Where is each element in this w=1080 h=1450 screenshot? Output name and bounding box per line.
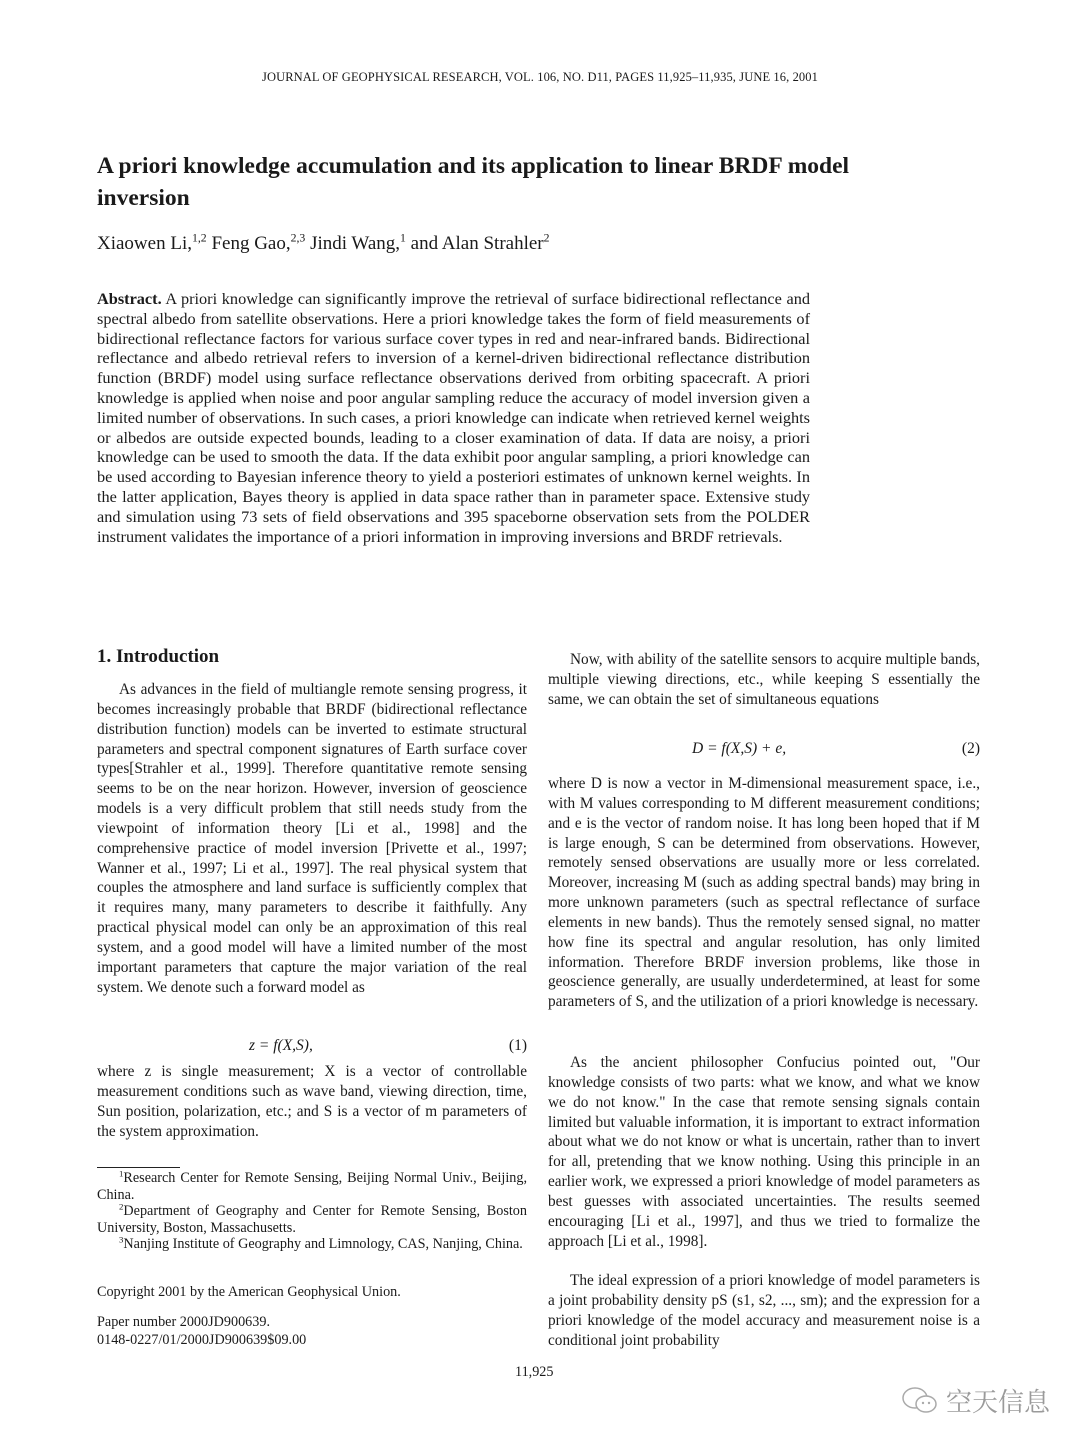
equation-1 [97,1037,527,1057]
affiliation-mark: 1,2 [191,231,207,245]
footnote: $^1$Research Center for Remote Sensing, Beijing Normal Univ., Beijing, China. [97,1168,527,1203]
equation-1-body: z = f(X,S), [249,1037,313,1054]
copyright-notice: Copyright 2001 by the American Geophysical Union. [97,1284,401,1300]
journal-header: JOURNAL OF GEOPHYSICAL RESEARCH, VOL. 106, NO. D11, PAGES 11,925–11,935, JUNE 16, 2001 [262,70,818,84]
author-list [97,233,550,255]
equation-2-number: (2) [961,740,980,757]
paper-number: Paper number 2000JD900639. [97,1314,270,1330]
abstract-label: Abstract. [97,289,162,308]
footnote: $^3$Nanjing Institute of Geography and Limnology, CAS, Nanjing, China. [119,1234,523,1252]
author: Xiaowen Li, [97,233,192,254]
author: Jindi Wang, [305,233,401,254]
author: Feng Gao, [206,233,291,254]
affiliation-mark: 1 [400,231,406,245]
equation-2 [548,740,980,760]
page-number: 11,925 [515,1364,554,1380]
footnote-rule [97,1167,180,1168]
abstract-text: A priori knowledge can significantly improve the retrieval of surface bidirectional reflectance and spectral albedo from satellite observations. Here a priori knowledge takes the form of field measurements of bidirectional reflectance factors for various surface cover types in red and near-infrared bands. Bidirectional reflectance and albedo retrieval refers to inversion of a kernel-driven bidirectional reflectance distribution function (BRDF) model using surface reflectance observations derived from orbiting spacecraft. A priori knowledge is applied when noise and poor angular sampling reduce the accuracy of model inversion given a limited number of observations. In such cases, a priori knowledge can indicate when retrieved kernel weights or albedos are outside expected bounds, leading to a closer examination of data. If data are noisy, a priori knowledge can be used to smooth the data. If the data exhibit poor angular sampling, a priori knowledge can be used according to Bayesian inference theory to yield a posteriori estimates of unknown kernel weights. In the latter application, Bayes theory is applied in data space rather than in parameter space. Extensive study and simulation using 73 sets of field observations and 395 spaceborne observation sets from the POLDER instrument validates the importance of a priori information in improving inversions and BRDF retrievals. [97,289,810,546]
footnote: $^2$Department of Geography and Center for Remote Sensing, Boston University, Boston, Massachusetts. [97,1201,527,1236]
author: and Alan Strahler [405,233,544,254]
paper-code: 0148-0227/01/2000JD900639$09.00 [97,1332,307,1348]
intro-paragraph-2: where z is single measurement; X is a vector of controllable measurement conditions such as wave band, viewing direction, time, Sun position, polarization, etc.; and S is a vector of m parameters of the system approximation. [97,1063,527,1140]
wechat-icon [900,1384,940,1418]
watermark-text: 空天信息 [946,1388,1051,1418]
intro-paragraph-4: where D is now a vector in M-dimensional measurement space, i.e., with M values corresponding to M different measurement conditions; and e is the vector of random noise. It has long been hoped that if M is large enough, S can be determined from observations. However, remotely sensed observations are usually more or less correlated. Moreover, increasing M (such as adding spectral bands) may bring in more unknown parameters (such as spectral reflectance of surface elements in new bands). Thus the remotely sensed signal, no matter how fine its spectral and angular resolution, has only limited information. Therefore BRDF inversion problems, like those in geoscience generally, are usually underdetermined, at least for some parameters of S, and the utilization of a priori knowledge is necessary. [548,775,980,1011]
abstract [97,289,810,546]
equation-1-number: (1) [508,1037,527,1054]
affiliation-mark: 2 [543,231,550,245]
footnotes [97,1170,527,1253]
paper-title: A priori knowledge accumulation and its application to linear BRDF model inversion [97,153,850,211]
intro-paragraph-3: Now, with ability of the satellite sensors to acquire multiple bands, multiple viewing directions, etc., while keeping S essentially the same, we can obtain the set of simultaneous equations [548,651,980,708]
affiliation-mark: 2,3 [290,231,306,245]
intro-paragraph-1: As advances in the field of multiangle remote sensing progress, it becomes increasingly probable that BRDF (bidirectional reflectance distribution function) models can be inverted to estimate structural parameters and spectral component signatures of Earth surface cover types[Strahler et al., 1999]. Therefore quantitative remote sensing seems to be on the near horizon. However, inversion of geoscience models is a very difficult problem that still needs study from the viewpoint of information theory [Li et al., 1998] and the comprehensive practice of model inversion [Privette et al., 1997; Wanner et al., 1997; Li et al., 1997]. The real physical system that couples the atmosphere and land surface is sufficiently complex that it requires many, many parameters to describe it faithfully. Any practical physical model can only be an approximation of this real system, and a good model will have a limited number of the most important parameters that capture the major variation of the real system. We denote such a forward model as [97,681,527,996]
intro-paragraph-6: The ideal expression of a priori knowledge of model parameters is a joint probability density pS (s1, s2, ..., sm); and the expression for a priori knowledge of the model accuracy and measurement noise is a conditional joint probability [548,1272,980,1349]
equation-2-body: D = f(X,S) + e, [692,740,787,757]
intro-paragraph-5: As the ancient philosopher Confucius pointed out, "Our knowledge consists of two parts: what we know, and what we know we do not know." In the case that remote sensing signals contain limited but valuable information, it is important to extract information about what we do not know or what is uncertain, rather than to invert for all, pretending that we know nothing. Using this principle in an earlier work, we expressed a priori knowledge of model parameters as best guesses with associated uncertainties. The results seemed encouraging [Li et al., 1997], and thus we tried to formalize the approach [Li et al., 1998]. [548,1054,980,1250]
section-heading: 1. Introduction [97,646,220,667]
watermark [900,1382,1050,1419]
